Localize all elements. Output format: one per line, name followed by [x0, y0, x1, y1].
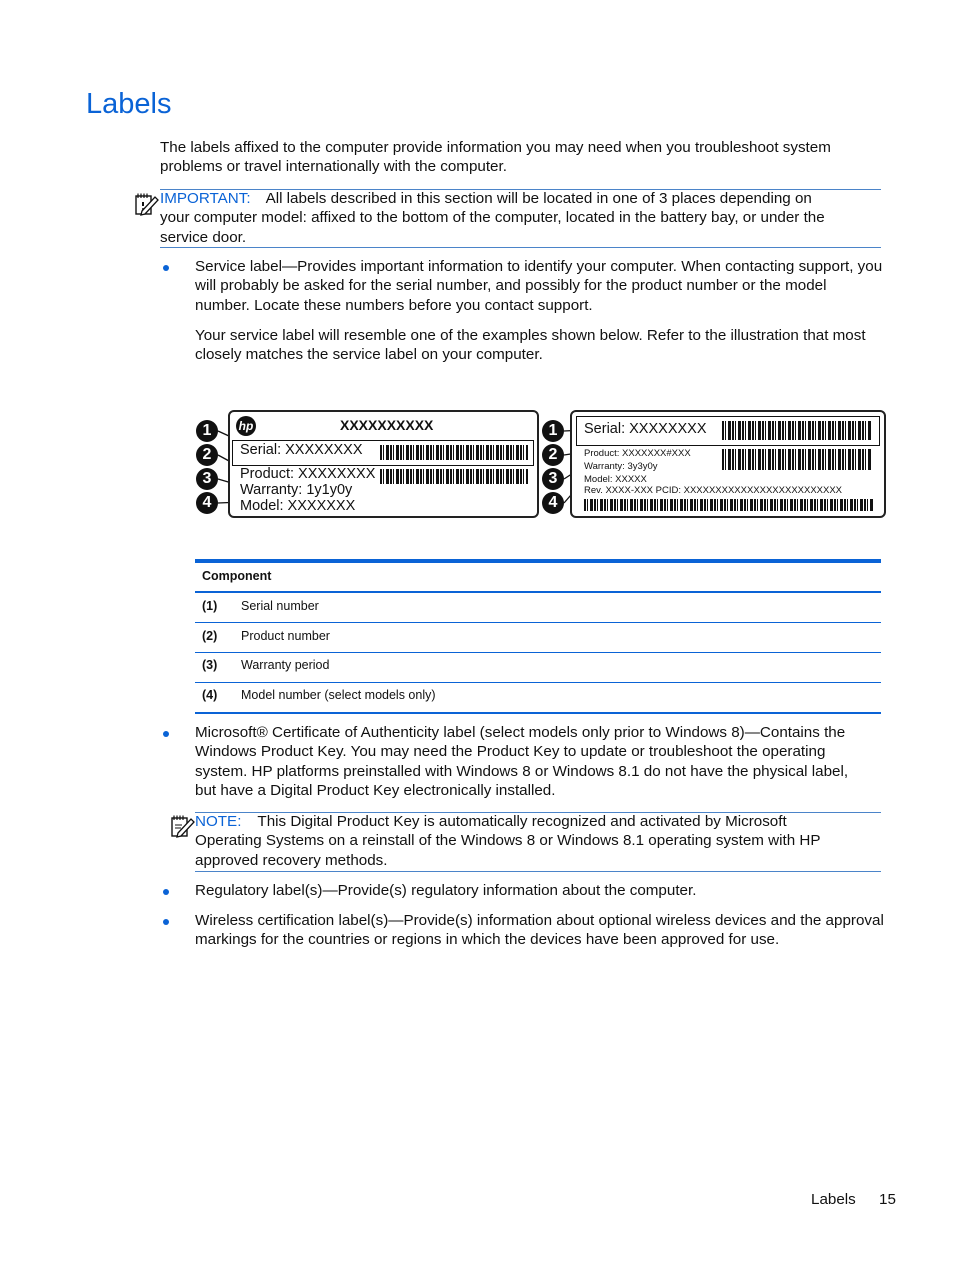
bullet-icon — [163, 265, 169, 271]
right-serial: Serial: XXXXXXXX — [584, 421, 707, 437]
right-model: Model: XXXXX — [584, 474, 647, 485]
service-label-followup: Your service label will resemble one of the examples shown below. Refer to the illustration that most closely matches the service label on your computer. — [195, 327, 866, 364]
service-label-example-left — [228, 410, 539, 518]
table-row-num-3: (3) — [202, 658, 218, 672]
callout-1-right: 1 — [542, 420, 564, 442]
table-row-rule-1 — [195, 622, 881, 623]
regulatory-paragraph: Regulatory label(s)—Provide(s) regulatory information about the computer. — [195, 882, 697, 899]
note-line-2: Operating Systems on a reinstall of the Windows 8 or Windows 8.1 operating system with HP — [195, 832, 821, 850]
right-warranty: Warranty: 3y3y0y — [584, 461, 658, 472]
callout-4-right: 4 — [542, 492, 564, 514]
callout-2-right: 2 — [542, 444, 564, 466]
table-row-desc-4: Model number (select models only) — [241, 688, 436, 702]
callout-3-right: 3 — [542, 468, 564, 490]
left-top-code: XXXXXXXXXX — [340, 417, 434, 433]
table-row-num-2: (2) — [202, 629, 218, 643]
left-serial: Serial: XXXXXXXX — [240, 442, 363, 458]
callout-1: 1 — [196, 420, 218, 442]
table-row-rule-3 — [195, 682, 881, 683]
right-product-barcode — [722, 449, 872, 470]
bullet-icon — [163, 889, 169, 895]
footer-section-name: Labels — [811, 1191, 856, 1208]
important-line-2: your computer model: affixed to the bottom of the computer, located in the battery bay, or under the — [160, 209, 825, 227]
note-block — [195, 812, 885, 870]
left-warranty: Warranty: 1y1y0y — [240, 482, 353, 498]
table-bottom-border — [195, 712, 881, 714]
right-serial-barcode — [722, 421, 872, 440]
right-product: Product: XXXXXXX#XXX — [584, 448, 691, 459]
left-product: Product: XXXXXXXX — [240, 466, 376, 482]
bullet-icon — [163, 919, 169, 925]
table-row-rule-2 — [195, 652, 881, 653]
callout-2: 2 — [196, 444, 218, 466]
service-label-example-right — [570, 410, 886, 518]
important-line-1: All labels described in this section will be located in one of 3 places depending on — [265, 190, 812, 207]
service-label-paragraph: Service label—Provides important information to identify your computer. When contacting support, you will probably be asked for the serial number, and possibly for the product number or the model number. Locate these numbers before you contact support. — [195, 258, 883, 314]
important-bottom-rule — [160, 247, 881, 248]
table-row-num-1: (1) — [202, 599, 218, 613]
table-row-desc-3: Warranty period — [241, 658, 330, 672]
bullet-icon — [163, 731, 169, 737]
right-rev-pcid: Rev. XXXX-XXX PCID: XXXXXXXXXXXXXXXXXXXXXXXXX — [584, 485, 843, 496]
table-header-rule — [195, 591, 881, 593]
note-label: NOTE: — [195, 813, 242, 830]
table-header-component: Component — [202, 569, 272, 583]
callout-3: 3 — [196, 468, 218, 490]
intro-paragraph: The labels affixed to the computer provide information you may need when you troubleshoot system problems or travel internationally with the computer. — [160, 139, 831, 176]
table-row-desc-2: Product number — [241, 629, 330, 643]
important-line-3: service door. — [160, 228, 247, 246]
wireless-paragraph: Wireless certification label(s)—Provide(s) information about optional wireless devices and the approval markings for the countries or regions in which the devices have been approved for use. — [195, 912, 884, 949]
important-label: IMPORTANT: — [160, 190, 251, 207]
note-bottom-rule — [195, 871, 881, 872]
hp-logo-icon: hp — [236, 416, 256, 436]
table-top-border — [195, 559, 881, 563]
page-title: Labels — [86, 88, 172, 120]
table-row-desc-1: Serial number — [241, 599, 319, 613]
service-label-figure — [194, 408, 886, 520]
note-line-1: This Digital Product Key is automatically recognized and activated by Microsoft — [257, 813, 787, 830]
note-icon — [171, 814, 193, 838]
left-product-barcode — [380, 469, 528, 484]
important-note-icon — [135, 192, 157, 216]
important-note — [160, 189, 882, 247]
table-row-num-4: (4) — [202, 688, 218, 702]
left-model: Model: XXXXXXX — [240, 498, 356, 514]
right-pcid-barcode — [584, 499, 874, 511]
left-serial-barcode — [380, 445, 528, 460]
footer-page-number: 15 — [879, 1191, 896, 1208]
coa-paragraph: Microsoft® Certificate of Authenticity label (select models only prior to Windows 8)—Contains the Windows Product Key. You may need the Product Key to update or troubleshoot the operating system. HP platforms preinstalled with Windows 8 or Windows 8.1 do not have the physical label, but have a Digital Product Key electronically installed. — [195, 724, 849, 799]
note-line-3: approved recovery methods. — [195, 851, 388, 869]
callout-4: 4 — [196, 492, 218, 514]
